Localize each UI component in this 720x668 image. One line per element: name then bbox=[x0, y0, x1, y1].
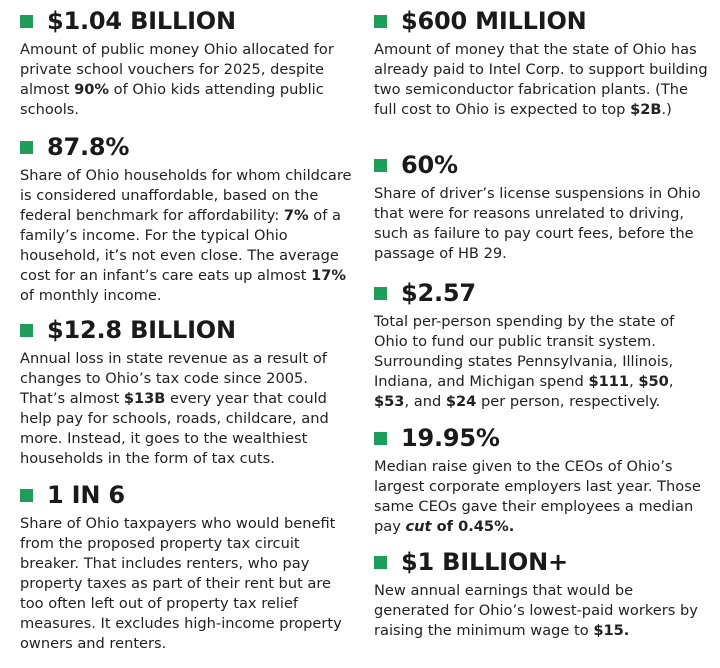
green-square-icon bbox=[374, 159, 387, 172]
stat-description: New annual earnings that would be generated for Ohio’s lowest-paid workers by raising the minimum wage to $15. bbox=[374, 582, 698, 639]
stat-description: Amount of public money Ohio allocated for private school vouchers for 2025, despite almost 90% of Ohio kids attending public schools. bbox=[20, 41, 334, 118]
stat-figure: $600 MILLION bbox=[401, 7, 587, 35]
stat-description: Annual loss in state revenue as a result of changes to Ohio’s tax code since 2005. That’s almost $13B every year that could help pay for schools, roads, childcare, and more. Instead, it goes to the wealthiest households in the form of tax cuts. bbox=[20, 350, 329, 467]
green-square-icon bbox=[20, 15, 33, 28]
green-square-icon bbox=[374, 287, 387, 300]
stat-ceo-raise bbox=[374, 421, 710, 537]
stat-childcare-unaffordable bbox=[20, 130, 355, 306]
stat-description: Total per-person spending by the state of Ohio to fund our public transit system. Surrounding states Pennsylvania, Illinois, Indiana, and Michigan spend $111, $50, $53, and $24 per person, respectively. bbox=[374, 313, 675, 410]
stat-license-suspensions bbox=[374, 148, 710, 264]
stat-circuit-breaker bbox=[20, 478, 355, 654]
stat-figure: $1.04 BILLION bbox=[47, 7, 236, 35]
green-square-icon bbox=[20, 141, 33, 154]
green-square-icon bbox=[374, 556, 387, 569]
stat-figure: 1 IN 6 bbox=[47, 481, 125, 509]
green-square-icon bbox=[20, 324, 33, 337]
stat-description: Share of driver’s license suspensions in Ohio that were for reasons unrelated to driving, such as failure to pay court fees, before the passage of HB 29. bbox=[374, 185, 701, 262]
green-square-icon bbox=[20, 489, 33, 502]
stat-transit-spending bbox=[374, 276, 710, 412]
green-square-icon bbox=[374, 15, 387, 28]
stat-figure: $1 BILLION+ bbox=[401, 548, 568, 576]
stat-voucher-spending bbox=[20, 4, 355, 120]
stat-description: Share of Ohio taxpayers who would benefit from the proposed property tax circuit breaker. That includes renters, who pay property taxes as part of their rent but are too often left out of property tax relief measures. It excludes high-income property owners and renters. bbox=[20, 515, 342, 652]
stat-description: Median raise given to the CEOs of Ohio’s largest corporate employers last year. Those same CEOs gave their employees a median pay cut of 0.45%. bbox=[374, 458, 701, 535]
stat-tax-revenue-loss bbox=[20, 313, 355, 469]
stat-description: Amount of money that the state of Ohio has already paid to Intel Corp. to support building two semiconductor fabrication plants. (The full cost to Ohio is expected to top $2B.) bbox=[374, 41, 708, 118]
stat-figure: 19.95% bbox=[401, 424, 500, 452]
stat-minimum-wage bbox=[374, 545, 710, 641]
green-square-icon bbox=[374, 432, 387, 445]
stat-figure: 60% bbox=[401, 151, 458, 179]
stat-figure: $12.8 BILLION bbox=[47, 316, 236, 344]
stat-description: Share of Ohio households for whom childcare is considered unaffordable, based on the federal benchmark for affordability: 7% of a family’s income. For the typical Ohio household, it’s not even close. The average cost for an infant’s care eats up almost 17% of monthly income. bbox=[20, 167, 352, 304]
stat-figure: $2.57 bbox=[401, 279, 476, 307]
stat-intel-payments bbox=[374, 4, 710, 120]
stat-figure: 87.8% bbox=[47, 133, 130, 161]
